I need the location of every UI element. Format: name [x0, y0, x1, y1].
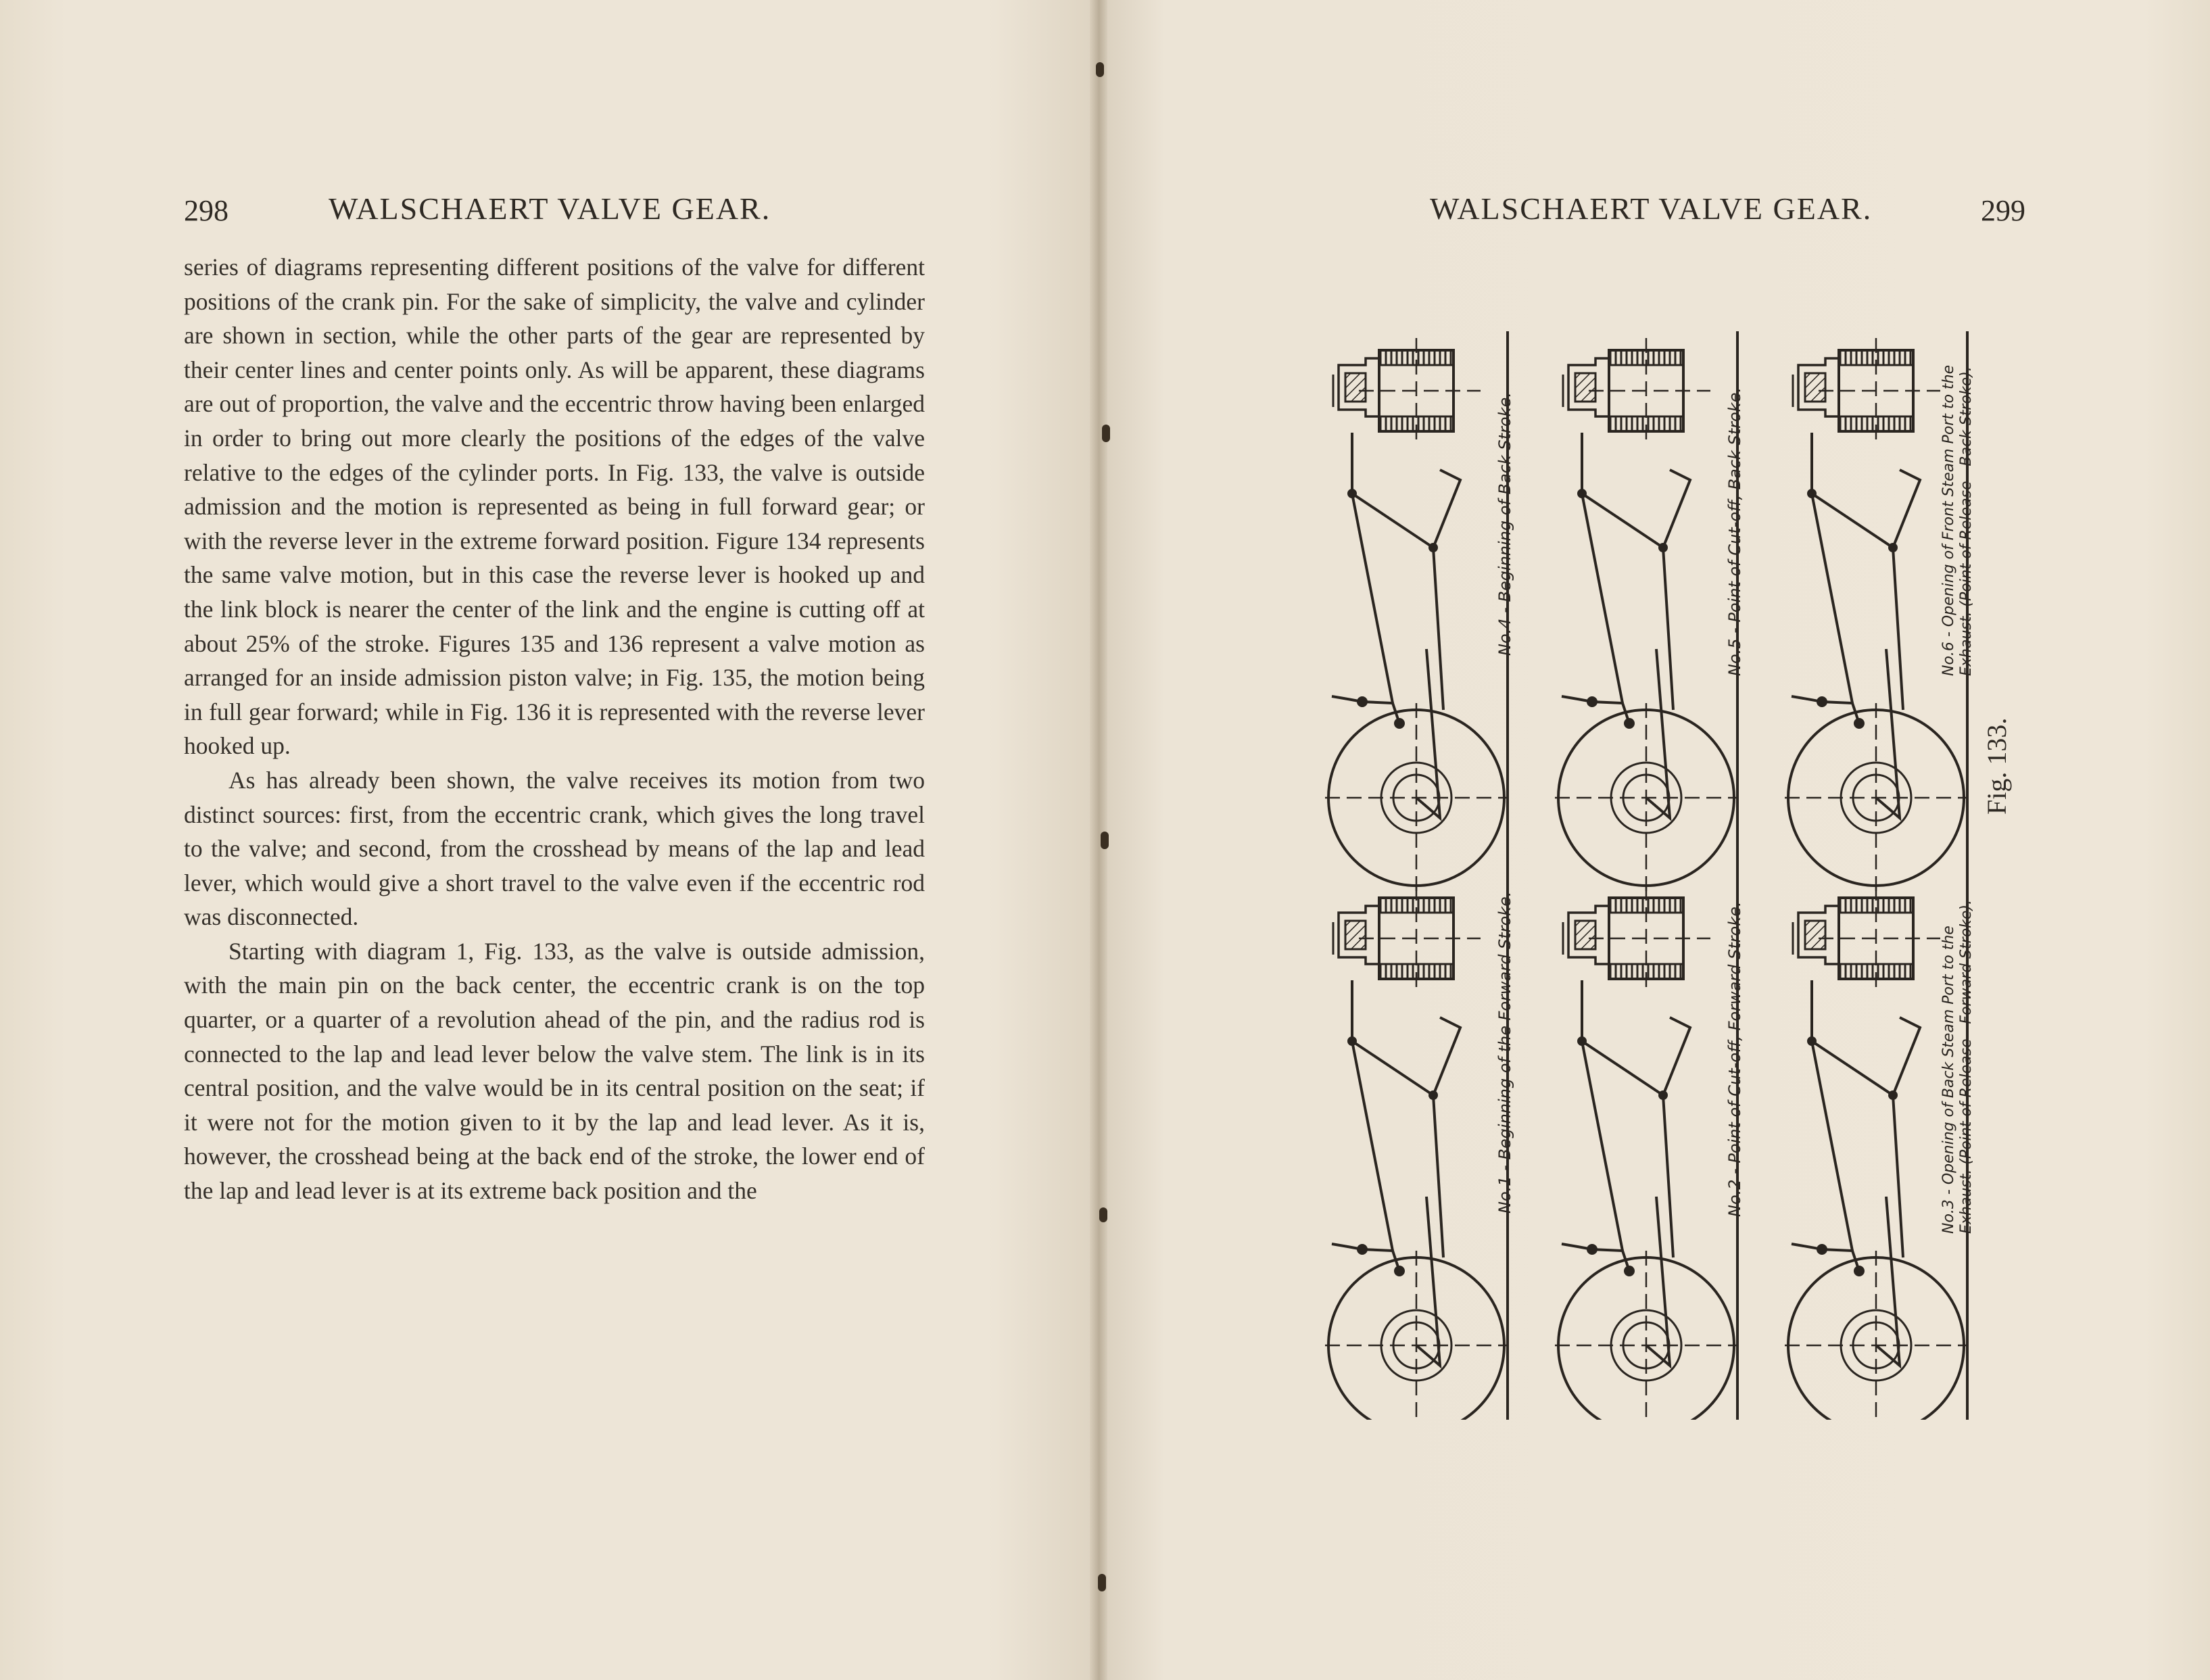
binding-stitch: [1098, 1574, 1106, 1591]
diagram-caption: No.3 - Opening of Back Steam Port to the Exhaust. (Point of Release - Forward Stroke).: [1940, 899, 1975, 1234]
diagram-caption: No.4 - Beginning of Back Stroke.: [1495, 392, 1514, 656]
paragraph-3: Starting with diagram 1, Fig. 133, as the valve is outside admission, with the main pin on the back center, the eccentric crank is on the top quarter, or a quarter of a revolution ahead of the pin, and the radius rod is connected to the lap and lead lever below the valve stem. The link is in its central position, and the valve would be in its central position on the seat; if it were not for the motion given to it by the lap and lead lever. As it is, however, the crosshead being at the back end of the stroke, the lower end of the lap and lead lever is at its extreme back position and the: [184, 937, 925, 1205]
left-running-head: WALSCHAERT VALVE GEAR.: [329, 191, 771, 226]
binding-stitch: [1102, 425, 1110, 442]
paragraph-1: series of diagrams representing different positions of the valve for different positions of the crank pin. For the sake of simplicity, the valve and cylinder are shown in section, while the other parts of the gear are represented by their center lines and center points only. As will be apparent, these diagrams are out of proportion, the valve and the eccentric throw having been enlarged in order to bring out more clearly the positions of the edges of the valve relative to the edges of the cylinder ports. In Fig. 133, the valve is outside admission and the motion is represented as being in full forward gear; or with the reverse lever in the extreme forward position. Figure 134 represents the same valve motion, but in this case the reverse lever is hooked up and the link block is nearer the center of the link and the engine is cutting off at about 25% of the stroke. Figures 135 and 136 represent a valve motion as arranged for an inside admission piston valve; in Fig. 135, the motion being in full gear forward; while in Fig. 136 it is represented with the reverse lever hooked up.: [184, 254, 925, 760]
diagram-caption: No.5 - Point of Cut-off, Back Stroke.: [1725, 387, 1744, 676]
left-page: [0, 0, 1099, 1680]
left-body-text: [184, 250, 925, 1208]
paragraph-2: As has already been shown, the valve receives its motion from two distinct sources: first, from the eccentric crank, which gives the long travel to the valve; and second, from the crosshead by means of the lap and lead lever, which would give a short travel to the valve even if the eccentric rod was disconnected.: [184, 766, 925, 931]
right-running-head: WALSCHAERT VALVE GEAR.: [1430, 191, 1873, 226]
diagram-caption: No.1 - Beginning of the Forward Stroke.: [1495, 891, 1514, 1214]
binding-stitch: [1096, 62, 1104, 77]
valve-gear-diagrams: [1298, 318, 2008, 1420]
binding-stitch: [1101, 832, 1109, 849]
diagram-caption: No.6 - Opening of Front Steam Port to the Exhaust. (Point of Release - Back Stroke).: [1940, 364, 1975, 676]
binding-stitch: [1099, 1207, 1107, 1222]
figure-caption: Fig. 133.: [1981, 717, 2012, 815]
left-page-number: 298: [184, 194, 229, 227]
diagram-caption: No.2 - Point of Cut-off, Forward Stroke.: [1725, 901, 1744, 1217]
right-page-number: 299: [1981, 194, 2025, 227]
